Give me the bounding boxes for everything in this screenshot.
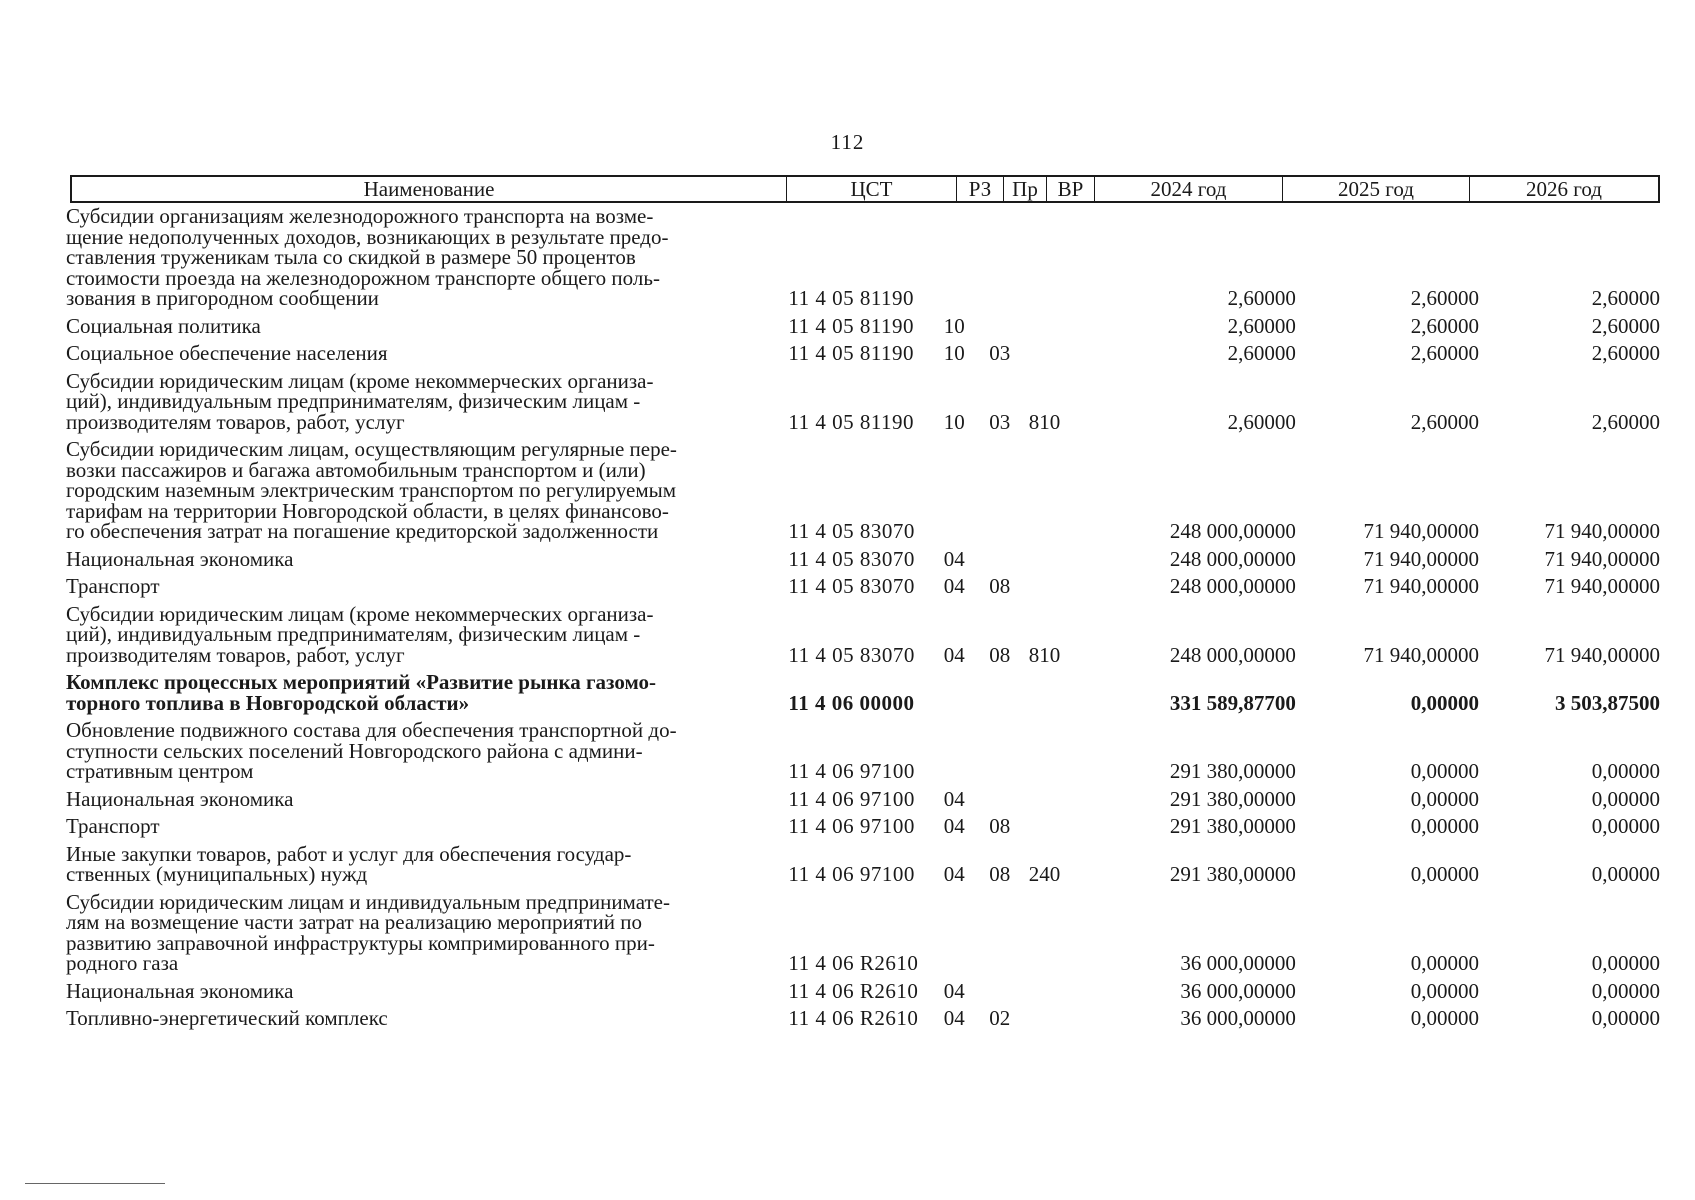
- row-name: Обновление подвижного состава для обеспечения транспортной до- ступности сельских поселений Новгородского района с админи- стративным центром: [66, 718, 677, 783]
- row-amount-2025: 0,00000: [1410, 786, 1479, 811]
- header-name: Наименование: [72, 177, 787, 201]
- row-amount-2026: 0,00000: [1591, 978, 1661, 1003]
- row-cst: 11 4 05 83070: [788, 642, 915, 667]
- header-year-2024: 2024 год: [1095, 177, 1283, 201]
- row-rz: 04: [943, 546, 965, 571]
- row-amount-2024: 291 380,00000: [1169, 786, 1296, 811]
- row-cst: 11 4 05 83070: [788, 519, 915, 543]
- row-amount-2024: 2,60000: [1227, 313, 1296, 338]
- row-amount-2025: 2,60000: [1410, 341, 1479, 365]
- row-name: Иные закупки товаров, работ и услуг для обеспечения государ- ственных (муниципальных) нужд: [66, 841, 632, 886]
- row-pr: 08: [989, 574, 1011, 598]
- row-amount-2025: 0,00000: [1410, 951, 1479, 975]
- row-cst: 11 4 06 97100: [788, 862, 915, 886]
- row-amount-2025: 0,00000: [1410, 814, 1479, 838]
- row-amount-2025: 0,00000: [1410, 862, 1479, 886]
- row-rz: 04: [943, 1006, 965, 1030]
- row-name: Субсидии юридическим лицам (кроме некоммерческих организа- ций), индивидуальным предпринимателям, физическим лицам - производителям товаров, работ, услуг: [66, 601, 654, 667]
- row-name: Комплекс процессных мероприятий «Развитие рынка газомо- торного топлива в Новгородской области»: [66, 670, 656, 715]
- row-amount-2024: 2,60000: [1227, 341, 1296, 365]
- row-amount-2025: 71 940,00000: [1363, 519, 1479, 543]
- row-amount-2025: 0,00000: [1410, 1006, 1479, 1030]
- row-vr: 810: [1028, 642, 1061, 667]
- row-amount-2026: 0,00000: [1591, 862, 1661, 886]
- row-amount-2025: 2,60000: [1410, 313, 1479, 338]
- row-amount-2026: 0,00000: [1591, 1006, 1661, 1030]
- row-amount-2024: 2,60000: [1227, 286, 1296, 310]
- table-row: [66, 889, 1661, 975]
- row-name: Субсидии юридическим лицам и индивидуальным предпринимате- лям на возмещение части затрат на реализацию мероприятий по развитию заправочной инфраструктуры компримированного при- родного газа: [66, 889, 670, 975]
- row-amount-2025: 0,00000: [1410, 759, 1479, 783]
- row-amount-2024: 36 000,00000: [1180, 1006, 1296, 1030]
- row-name: Национальная экономика: [66, 978, 294, 1003]
- row-cst: 11 4 05 81190: [788, 286, 915, 310]
- row-cst: 11 4 05 83070: [788, 574, 915, 598]
- row-cst: 11 4 06 97100: [788, 759, 915, 783]
- row-name: Социальная политика: [66, 313, 261, 338]
- row-name: Социальное обеспечение населения: [66, 341, 388, 365]
- table-row: [66, 1008, 1660, 1029]
- row-amount-2026: 2,60000: [1591, 341, 1661, 365]
- row-amount-2026: 71 940,00000: [1544, 546, 1661, 571]
- row-amount-2024: 248 000,00000: [1169, 642, 1296, 667]
- table-row: [66, 720, 1660, 782]
- row-amount-2024: 331 589,87700: [1169, 690, 1296, 715]
- row-rz: 04: [943, 574, 965, 598]
- row-cst: 11 4 06 R2610: [788, 951, 919, 975]
- row-amount-2024: 36 000,00000: [1180, 951, 1296, 975]
- table-row: [66, 841, 1661, 886]
- row-amount-2026: 2,60000: [1591, 286, 1661, 310]
- row-name: Национальная экономика: [66, 546, 294, 571]
- row-cst: 11 4 05 81190: [788, 341, 915, 365]
- row-amount-2024: 248 000,00000: [1169, 519, 1296, 543]
- row-amount-2025: 71 940,00000: [1363, 574, 1479, 598]
- row-amount-2026: 71 940,00000: [1544, 519, 1661, 543]
- row-rz: 10: [943, 341, 965, 365]
- row-rz: 04: [943, 642, 965, 667]
- row-amount-2025: 0,00000: [1410, 690, 1479, 715]
- row-amount-2025: 2,60000: [1410, 409, 1479, 434]
- row-name: Транспорт: [66, 574, 160, 598]
- row-cst: 11 4 06 00000: [788, 690, 915, 715]
- table-row: [66, 368, 1661, 434]
- table-row: [66, 439, 1660, 542]
- row-rz: 04: [943, 862, 965, 886]
- row-amount-2024: 2,60000: [1227, 409, 1296, 434]
- row-amount-2026: 0,00000: [1591, 814, 1661, 838]
- table-row-section-total: [66, 672, 1660, 713]
- table-row: [66, 576, 1660, 597]
- row-pr: 08: [989, 862, 1011, 886]
- row-amount-2024: 248 000,00000: [1169, 574, 1296, 598]
- row-name: Субсидии организациям железнодорожного транспорта на возме- щение недополученных доходов, возникающих в результате предо- ставления труженикам тыла со скидкой в размере 50 процентов стоимости проезда на железнодорожном транспорте общего поль- зования в пригородном сообщении: [66, 204, 669, 310]
- header-vr: ВР: [1047, 177, 1095, 201]
- row-vr: 240: [1028, 862, 1061, 886]
- row-cst: 11 4 06 R2610: [788, 978, 919, 1003]
- row-amount-2026: 3 503,87500: [1555, 690, 1661, 715]
- row-rz: 04: [943, 814, 965, 838]
- row-amount-2025: 2,60000: [1410, 286, 1479, 310]
- row-cst: 11 4 06 97100: [788, 814, 915, 838]
- row-amount-2024: 291 380,00000: [1169, 814, 1296, 838]
- table-row: [66, 343, 1660, 364]
- row-amount-2026: 71 940,00000: [1544, 574, 1661, 598]
- row-rz: 10: [943, 409, 965, 434]
- row-rz: 04: [943, 978, 965, 1003]
- table-row: [66, 313, 1661, 338]
- row-cst: 11 4 05 83070: [788, 546, 915, 571]
- table-row: [66, 601, 1661, 667]
- row-name: Субсидии юридическим лицам (кроме некоммерческих организа- ций), индивидуальным предпринимателям, физическим лицам - производителям товаров, работ, услуг: [66, 368, 654, 434]
- row-pr: 08: [989, 642, 1011, 667]
- row-name: Транспорт: [66, 814, 160, 838]
- row-vr: 810: [1028, 409, 1061, 434]
- row-amount-2024: 36 000,00000: [1180, 978, 1296, 1003]
- row-name: Топливно-энергетический комплекс: [66, 1006, 388, 1030]
- row-amount-2026: 0,00000: [1591, 759, 1661, 783]
- row-cst: 11 4 06 R2610: [788, 1006, 919, 1030]
- row-amount-2026: 2,60000: [1591, 313, 1661, 338]
- row-cst: 11 4 05 81190: [788, 409, 915, 434]
- row-name: Национальная экономика: [66, 786, 294, 811]
- table-row: [66, 786, 1661, 811]
- row-amount-2024: 291 380,00000: [1169, 862, 1296, 886]
- table-row: [66, 546, 1661, 571]
- header-pr: Пр: [1004, 177, 1047, 201]
- footer-divider: [25, 1183, 165, 1184]
- row-amount-2025: 71 940,00000: [1363, 546, 1479, 571]
- header-year-2025: 2025 год: [1283, 177, 1470, 201]
- row-pr: 02: [989, 1006, 1011, 1030]
- row-pr: 03: [989, 341, 1011, 365]
- page-number: 112: [830, 130, 865, 154]
- header-cst: ЦСТ: [787, 177, 957, 201]
- table-row: [66, 206, 1660, 309]
- row-amount-2026: 0,00000: [1591, 951, 1661, 975]
- row-amount-2026: 0,00000: [1591, 786, 1661, 811]
- table-body: [66, 206, 1660, 1036]
- table-header: [70, 175, 1660, 203]
- row-amount-2026: 2,60000: [1591, 409, 1661, 434]
- row-amount-2025: 0,00000: [1410, 978, 1479, 1003]
- table-row: [66, 978, 1661, 1003]
- row-rz: 04: [943, 786, 965, 811]
- row-amount-2024: 248 000,00000: [1169, 546, 1296, 571]
- table-row: [66, 816, 1660, 837]
- row-name: Субсидии юридическим лицам, осуществляющим регулярные пере- возки пассажиров и багажа автомобильным транспортом и (или) городским наземным электрическим транспортом по регулируемым тарифам на территории Новгородской области, в целях финансово- го обеспечения затрат на погашение кредиторской задолженности: [66, 437, 677, 543]
- row-amount-2024: 291 380,00000: [1169, 759, 1296, 783]
- row-cst: 11 4 05 81190: [788, 313, 915, 338]
- row-pr: 03: [989, 409, 1011, 434]
- row-pr: 08: [989, 814, 1011, 838]
- row-rz: 10: [943, 313, 965, 338]
- row-amount-2026: 71 940,00000: [1544, 642, 1661, 667]
- header-rz: РЗ: [957, 177, 1004, 201]
- header-year-2026: 2026 год: [1526, 177, 1602, 201]
- row-cst: 11 4 06 97100: [788, 786, 915, 811]
- row-amount-2025: 71 940,00000: [1363, 642, 1479, 667]
